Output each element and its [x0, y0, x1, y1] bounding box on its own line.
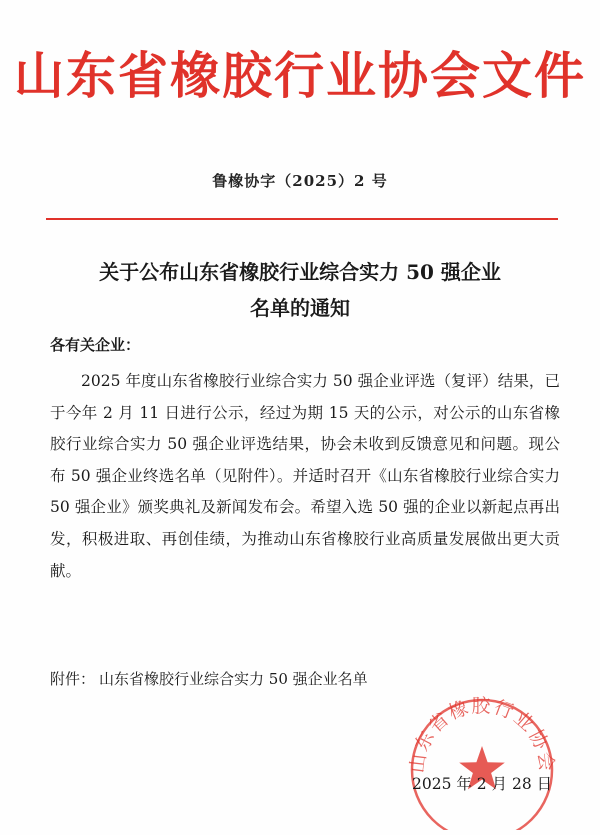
body-paragraph: 2025 年度山东省橡胶行业综合实力 50 强企业评选（复评）结果，已于今年 2 月 11 日进行公示，经过为期 15 天的公示，对公示的山东省橡胶行业综合实力 50 强企业评选结果，协会未收到反馈意见和问题。现公布 50 强企业终选名单（见附件）。并适时召开《山东省橡胶行业综合实力 50 强企业》颁奖典礼及新闻发布会。希望入选 50 强的企业以新起点再出发，积极进取、再创佳绩，为推动山东省橡胶行业高质量发展做出更大贡献。 — [50, 372, 560, 580]
title-line-2: 名单的通知 — [250, 296, 350, 320]
seal-text: 山东省橡胶行业协会 — [406, 695, 558, 775]
document-date: 2025 年 2 月 28 日 — [412, 775, 553, 793]
attachment-line — [50, 668, 368, 689]
org-file-title: 山东省橡胶行业协会文件 — [14, 46, 586, 105]
title-line-1: 关于公布山东省橡胶行业综合实力 50 强企业 — [99, 260, 501, 284]
salutation: 各有关企业： — [50, 336, 141, 354]
red-divider — [46, 218, 558, 220]
attachment-text: 山东省橡胶行业综合实力 50 强企业名单 — [99, 670, 368, 688]
attachment-label: 附件： — [50, 670, 96, 688]
document-title — [0, 254, 600, 326]
document-number: 鲁橡协字（2025）2 号 — [212, 172, 388, 190]
official-seal — [402, 690, 562, 830]
